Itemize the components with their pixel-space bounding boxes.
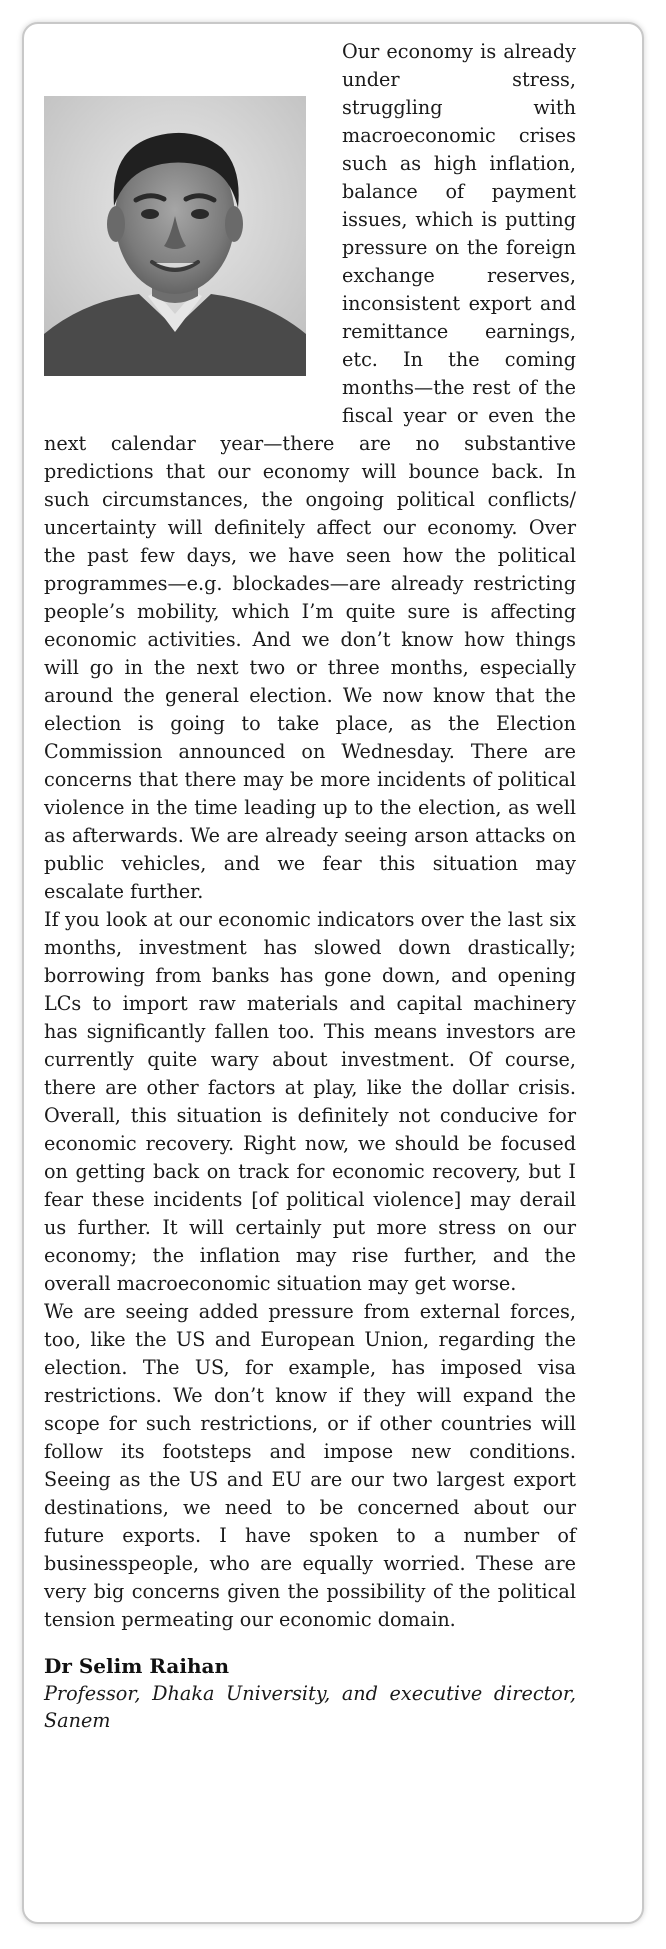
paragraph-2: If you look at our economic indicators over the last six months, investment has slowed down drastically; borrowing from banks has gone down, and opening LCs to import raw materials and capital machinery has significantly fallen too. This means investors are currently quite wary about investment. Of course, there are other factors at play, like the dollar crisis. Overall, this situation is definitely not conducive for economic recovery. Right now, we should be focused on getting back on track for economic recovery, but I fear these incidents [of political violence] may derail us further. It will certainly put more stress on our economy; the inflation may rise further, and the overall macroeconomic situation may get worse. (44, 908, 576, 1295)
author-portrait (44, 96, 306, 376)
paragraph-1: Our economy is already under stress, struggling with macroeconomic crises such as high inflation, balance of payment issues, which is putting pressure on the foreign exchange reserves, inconsistent export and remittance earnings, etc. In the coming months—the rest of the fiscal year or even the next calendar year—there are no substantive predictions that our economy will bounce back. In such circumstances, the ongoing political conflicts/ uncertainty will definitely affect our economy. Over the past few days, we have seen how the political programmes—e.g. blockades—are already restricting people’s mobility, which I’m quite sure is affecting economic activities. And we don’t know how things will go in the next two or three months, especially around the general election. We now know that the election is going to take place, as the Election Commission announced on Wednesday. There are concerns that there may be more incidents of political violence in the time leading up to the election, as well as afterwards. We are already seeing arson attacks on public vehicles, and we fear this situation may escalate further. (44, 40, 576, 903)
author-name: Dr Selim Raihan (44, 1654, 230, 1678)
author-role: Professor, Dhaka University, and executive director, Sanem (44, 1682, 576, 1732)
article-body (44, 38, 576, 1734)
byline (44, 1652, 576, 1734)
paragraph-3: We are seeing added pressure from external forces, too, like the US and European Union, regarding the election. The US, for example, has imposed visa restrictions. We don’t know if they will expand the scope for such restrictions, or if other countries will follow its footsteps and impose new conditions. Seeing as the US and EU are our two largest export destinations, we need to be concerned about our future exports. I have spoken to a number of businesspeople, who are equally worried. These are very big concerns given the possibility of the political tension permeating our economic domain. (44, 1300, 576, 1631)
portrait-photo-icon (44, 96, 306, 376)
